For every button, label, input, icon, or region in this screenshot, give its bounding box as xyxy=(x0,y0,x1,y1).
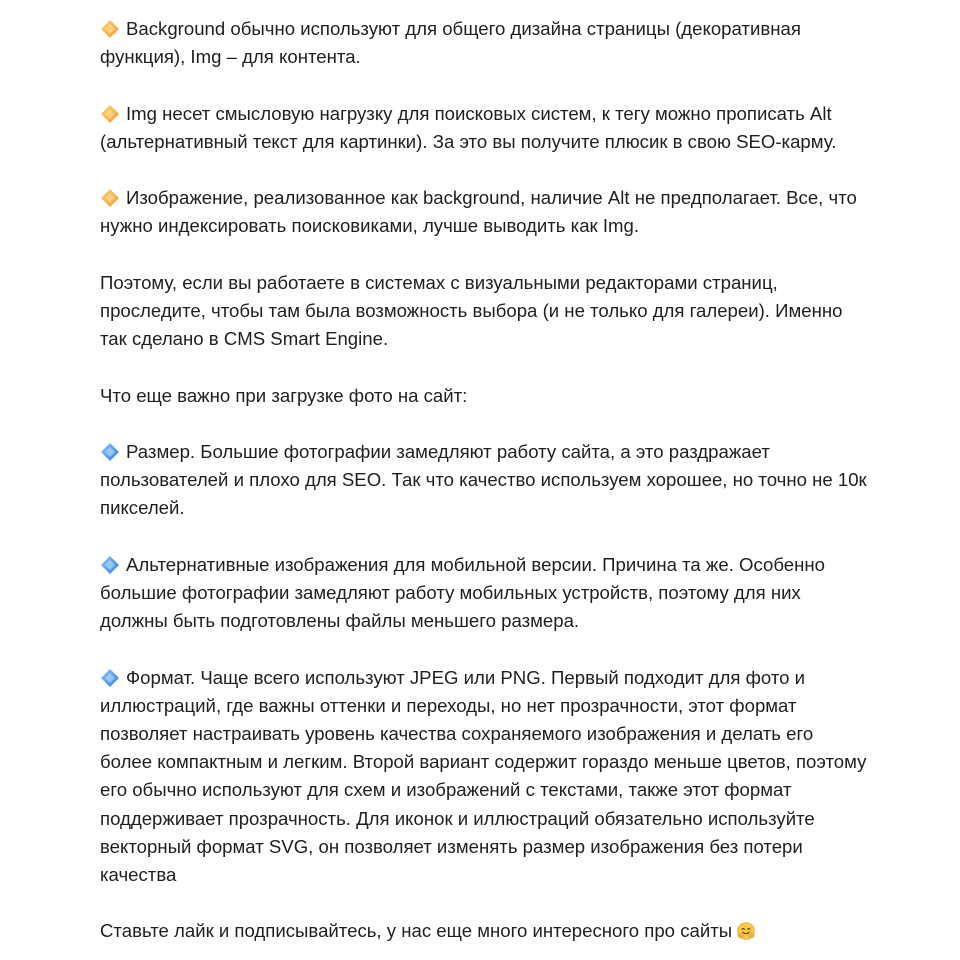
orange-diamond-icon xyxy=(100,19,120,39)
orange-diamond-icon xyxy=(100,188,120,208)
paragraph-text: Формат. Чаще всего используют JPEG или PNG. Первый подходит для фото и иллюстраций, где важны оттенки и переходы, но нет прозрачности, этот формат позволяет настраивать уровень качества сохраняемого изображения и делать его более компактным и легким. Второй вариант содержит гораздо меньше цветов, поэтому его обычно используют для схем и изображений с текстами, также этот формат поддерживает прозрачность. Для иконок и иллюстраций обязательно используйте векторный формат SVG, он позволяет изменять размер изображения без потери качества xyxy=(100,666,867,885)
paragraph-text: Img несет смысловую нагрузку для поисковых систем, к тегу можно прописать Alt (альтернативный текст для картинки). За это вы получите плюсик в свою SEO-карму. xyxy=(100,102,837,152)
paragraph-visual-editors xyxy=(100,269,870,354)
post-body xyxy=(100,15,870,946)
paragraph-mobile xyxy=(100,551,870,636)
paragraph-img-seo xyxy=(100,100,870,156)
paragraph-upload-intro xyxy=(100,382,870,410)
paragraph-format xyxy=(100,664,870,890)
orange-diamond-icon xyxy=(100,104,120,124)
blue-diamond-icon xyxy=(100,442,120,462)
paragraph-text: Что еще важно при загрузке фото на сайт: xyxy=(100,384,468,406)
paragraph-text: Альтернативные изображения для мобильной версии. Причина та же. Особенно большие фотографии замедляют работу мобильных устройств, поэтому для них должны быть подготовлены файлы меньшего размера. xyxy=(100,553,826,632)
paragraph-background-vs-img xyxy=(100,15,870,71)
paragraph-size xyxy=(100,438,870,523)
paragraph-text: Поэтому, если вы работаете в системах с визуальными редакторами страниц, проследите, чтобы там была возможность выбора (и не только для галереи). Именно так сделано в CMS Smart Engine. xyxy=(100,271,843,350)
blue-diamond-icon xyxy=(100,668,120,688)
blue-diamond-icon xyxy=(100,555,120,575)
paragraph-text: Размер. Большие фотографии замедляют работу сайта, а это раздражает пользователей и плохо для SEO. Так что качество используем хорошее, но точно не 10к пикселей. xyxy=(100,440,867,519)
paragraph-text: Ставьте лайк и подписывайтесь, у нас еще много интересного про сайты xyxy=(100,920,733,942)
paragraph-text: Background обычно используют для общего дизайна страницы (декоративная функция), Img – для контента. xyxy=(100,18,801,68)
paragraph-call-to-action xyxy=(100,917,870,945)
paragraph-background-alt xyxy=(100,184,870,240)
hugging-face-icon xyxy=(736,921,756,941)
paragraph-text: Изображение, реализованное как background, наличие Alt не предполагает. Все, что нужно индексировать поисковиками, лучше выводить как Img. xyxy=(100,187,857,237)
